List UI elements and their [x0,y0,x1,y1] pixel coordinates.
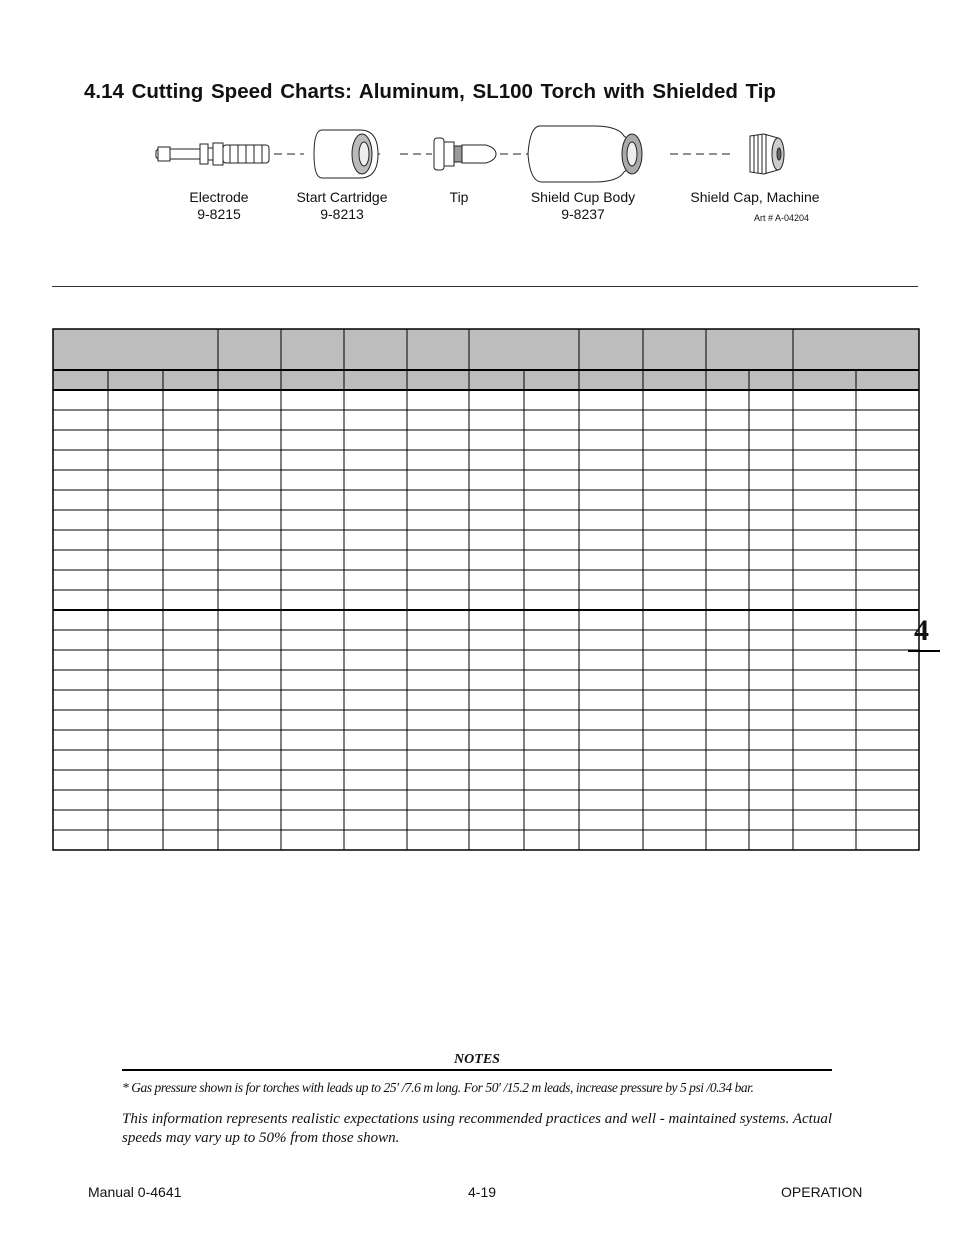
speed-expectation-note: This information represents realistic expectations using recommended practices and well - maintained systems. Actual speeds may vary up to 50% from those shown. [122,1111,832,1146]
part-name: Shield Cup Body [530,189,636,205]
notes-rule [122,1069,832,1071]
table-header-fill [53,329,919,390]
shield-cap-drawing [750,134,784,174]
part-name: Electrode [189,189,249,205]
part-number: 9-8237 [561,206,605,222]
electrode-drawing [156,143,304,165]
start-cartridge-drawing [314,130,432,178]
cutting-speed-table [52,328,920,852]
part-number: 9-8213 [320,206,364,222]
footer-manual-number: Manual 0-4641 [88,1184,182,1200]
part-number: 9-8215 [197,206,241,222]
part-label-start-cartridge [287,189,397,223]
shield-cup-body-drawing [528,126,730,182]
notes-heading: NOTES [454,1052,500,1067]
part-name: Tip [449,189,469,205]
art-number: Art # A-04204 [754,213,810,223]
section-title: 4.14 Cutting Speed Charts: Aluminum, SL100 Torch with Shielded Tip [84,80,776,103]
part-label-shield-cup-body [525,189,641,223]
part-name: Shield Cap, Machine [690,189,820,205]
part-name: Start Cartridge [296,189,388,205]
chapter-tab-number: 4 [914,614,929,647]
footer-page-number: 4-19 [468,1184,497,1200]
torch-parts-illustration [150,118,830,184]
footer-section-name: OPERATION [781,1184,863,1200]
tip-drawing [434,138,528,170]
gas-pressure-note: * Gas pressure shown is for torches with leads up to 25′ /7.6 m long. For 50′ /15.2 m leads, increase pressure by 5 psi /0.34 bar. [122,1080,754,1095]
divider-rule [52,286,918,287]
part-label-electrode [178,189,260,223]
part-label-tip [440,189,478,206]
chapter-tab-rule [908,650,940,652]
part-label-shield-cap-machine [686,189,824,206]
